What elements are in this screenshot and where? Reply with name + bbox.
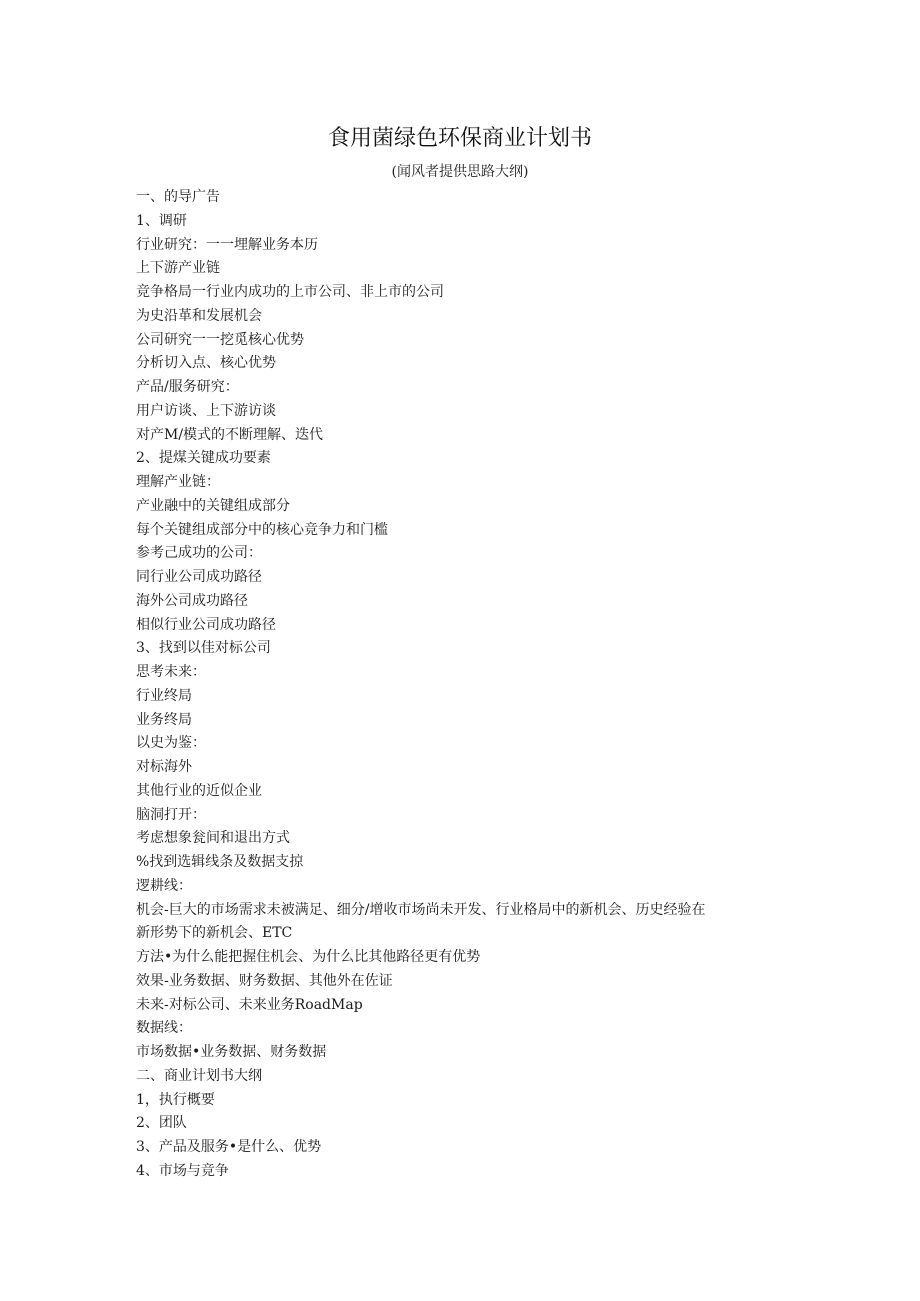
body-line: 其他行业的近似企业	[136, 782, 262, 799]
outline-item: 2、团队	[136, 1115, 187, 1132]
body-line: 竞争格局一行业内成功的上市公司、非上市的公司	[136, 284, 444, 300]
body-line: 产品/服务研究：	[136, 379, 239, 395]
body-line: 以史为鉴：	[136, 735, 206, 752]
body-line: 对产M/模式的不断理解、迭代	[136, 426, 324, 443]
body-line: 对标海外	[136, 759, 192, 775]
subsection-heading: 1、调研	[136, 212, 187, 229]
body-line: 上下游产业链	[136, 260, 220, 277]
body-line: 方法•为什么能把握住机会、为什么比其他路径更有优势	[136, 949, 481, 965]
document-body	[136, 186, 796, 1184]
body-line: 同行业公司成功路径	[136, 569, 262, 585]
body-line: 用户访谈、上下游访谈	[136, 402, 276, 419]
body-line: 产业融中的关键组成部分	[136, 497, 290, 514]
body-line: 业务终局	[136, 711, 192, 728]
subsection-heading: 3、找到以佳对标公司	[136, 640, 271, 657]
body-line: 市场数据•业务数据、财务数据	[136, 1044, 327, 1060]
body-line: 数据线：	[136, 1020, 192, 1037]
body-line: 每个关键组成部分中的核心竞争力和门槛	[136, 521, 388, 538]
body-line: 相似行业公司成功路径	[136, 616, 276, 633]
body-line: 理解产业链：	[136, 474, 220, 490]
section-heading-2: 二、商业计划书大纲	[136, 1067, 262, 1084]
body-line: 效果-业务数据、财务数据、其他外在佐证	[136, 972, 393, 989]
body-line: 新形势下的新机会、ETC	[136, 925, 293, 942]
subsection-heading: 2、提煤关键成功要素	[136, 450, 271, 467]
outline-item: 3、产品及服务•是什么、优势	[136, 1139, 322, 1155]
outline-item: 4、市场与竞争	[136, 1162, 229, 1179]
body-line: 机会-巨大的市场需求未被满足、细分/增收市场尚未开发、行业格局中的新机会、历史经验在	[136, 901, 706, 918]
body-line: 公司研究一一挖觅核心优势	[136, 331, 304, 348]
outline-item: 1，执行概要	[136, 1091, 215, 1108]
body-line: 分析切入点、核心优势	[136, 355, 276, 372]
body-line: 行业终局	[136, 687, 192, 704]
body-line: 脑洞打开：	[136, 806, 206, 823]
body-line: 为史沿革和发展机会	[136, 307, 262, 324]
body-line: %找到选辑线条及数据支掠	[136, 854, 304, 870]
body-line: 逻耕线：	[136, 877, 192, 894]
body-line: 考虑想象瓮间和退出方式	[136, 830, 290, 847]
body-line: 海外公司成功路径	[136, 592, 248, 609]
body-line: 行业研究：一一埋解业务本历	[136, 236, 318, 253]
document-title: 食用菌绿色环保商业计划书	[327, 126, 592, 151]
document-subtitle: (闻风者提供思路大纲)	[391, 164, 529, 180]
body-line: 参考己成功的公司：	[136, 545, 262, 562]
section-heading-1: 一、的导广告	[136, 189, 220, 205]
body-line: 未来-对标公司、未来业务RoadMap	[136, 996, 363, 1013]
body-line: 思考未来：	[136, 664, 206, 680]
